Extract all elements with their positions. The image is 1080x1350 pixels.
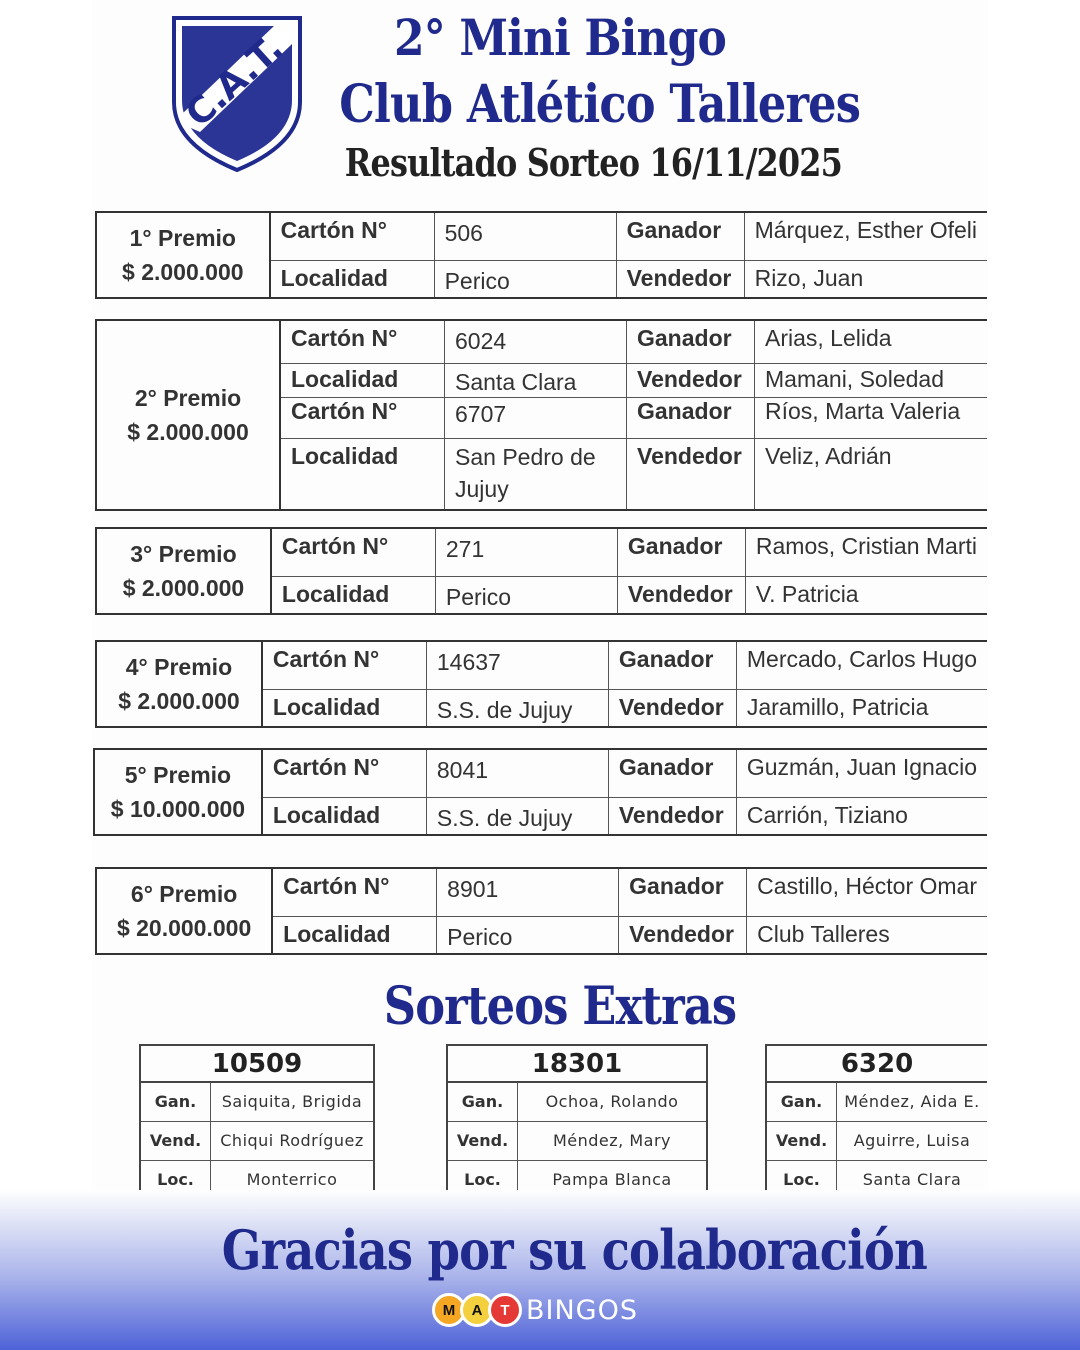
table-row <box>263 750 987 798</box>
localidad-value: Perico <box>435 261 617 297</box>
carton-label: Cartón N° <box>271 213 435 260</box>
page-title: 2° Mini Bingo <box>394 8 726 67</box>
prize-name: 1° Premio <box>129 225 236 251</box>
vend-value: Méndez, Mary <box>552 1131 671 1150</box>
vendedor-label: Vendedor <box>619 917 747 953</box>
table-row <box>263 642 987 690</box>
vendedor-label: Vendedor <box>609 690 737 726</box>
ganador-label: Ganador <box>609 750 737 797</box>
table-row <box>273 917 987 953</box>
table-row <box>281 321 987 364</box>
table-row <box>281 439 987 509</box>
loc-label: Loc. <box>767 1161 837 1200</box>
vendedor-value: V. Patricia <box>755 581 859 607</box>
localidad-value: S.S. de Jujuy <box>427 690 609 726</box>
draw-subtitle: Resultado Sorteo 16/11/2025 <box>344 140 843 185</box>
vend-value: Chiqui Rodríguez <box>220 1131 364 1150</box>
prize-label <box>95 750 263 834</box>
prize-name: 5° Premio <box>124 762 232 788</box>
prize-name: 4° Premio <box>125 654 233 680</box>
localidad-value: San Pedro de Jujuy <box>445 439 627 509</box>
vendedor-label: Vendedor <box>618 577 746 613</box>
prize-amount: $ 10.000.000 <box>110 796 246 822</box>
loc-value: Monterrico <box>246 1170 338 1189</box>
prize-table-3 <box>95 527 987 615</box>
table-row <box>271 213 987 261</box>
vendedor-value: Jaramillo, Patricia <box>746 694 929 720</box>
extra-draw-table-2 <box>446 1044 708 1199</box>
extra-number: 10509 <box>141 1046 373 1083</box>
ganador-label: Ganador <box>619 869 747 916</box>
vendedor-value: Carrión, Tiziano <box>746 802 908 828</box>
table-row <box>767 1122 987 1161</box>
prize-table-2 <box>95 319 987 511</box>
gan-value: Saiquita, Brigida <box>221 1092 363 1111</box>
extra-draw-table-3 <box>765 1044 987 1199</box>
table-row <box>281 364 987 398</box>
prize-table-5 <box>93 748 987 836</box>
extra-number: 18301 <box>448 1046 706 1083</box>
prize-table-1 <box>95 211 987 299</box>
table-row <box>271 261 987 297</box>
localidad-label: Localidad <box>271 261 435 297</box>
club-name: Club Atlético Talleres <box>339 74 861 135</box>
extra-draw-table-1 <box>139 1044 375 1199</box>
gan-value: Méndez, Aida E. <box>844 1092 980 1111</box>
ganador-label: Ganador <box>627 398 755 438</box>
localidad-label: Localidad <box>263 690 427 726</box>
ganador-value: Ramos, Cristian Marti <box>755 533 977 559</box>
ganador-value: Guzmán, Juan Ignacio <box>746 754 977 780</box>
localidad-value: Perico <box>436 577 618 613</box>
carton-value: 6707 <box>445 398 627 438</box>
thanks-message: Gracias por su colaboración <box>221 1218 927 1282</box>
ganador-label: Ganador <box>609 642 737 689</box>
ganador-value: Márquez, Esther Ofeli <box>754 217 977 243</box>
brand-ball-m: M <box>432 1293 466 1327</box>
prize-amount: $ 2.000.000 <box>122 575 245 601</box>
prize-amount: $ 2.000.000 <box>118 688 240 714</box>
brand-ball-t: T <box>488 1293 522 1327</box>
ganador-value: Arias, Lelida <box>765 325 892 351</box>
ganador-value: Mercado, Carlos Hugo <box>746 646 977 672</box>
carton-value: 271 <box>436 529 618 576</box>
vendedor-value: Club Talleres <box>757 921 890 947</box>
vendedor-label: Vendedor <box>627 364 755 397</box>
gan-label: Gan. <box>448 1083 518 1121</box>
carton-value: 6024 <box>445 321 627 363</box>
vendedor-value: Mamani, Soledad <box>765 365 944 392</box>
prize-amount: $ 2.000.000 <box>127 419 249 445</box>
brand-word: BINGOS <box>526 1294 638 1326</box>
prize-label <box>97 642 263 726</box>
ganador-label: Ganador <box>617 213 745 260</box>
prize-amount: $ 20.000.000 <box>116 915 252 941</box>
brand-ball-a: A <box>460 1293 494 1327</box>
prize-label <box>97 321 281 509</box>
extra-number: 6320 <box>767 1046 987 1083</box>
vendedor-label: Vendedor <box>627 439 755 509</box>
table-row <box>281 398 987 439</box>
carton-label: Cartón N° <box>273 869 437 916</box>
prize-label <box>97 529 272 613</box>
brand-logo <box>432 1290 638 1330</box>
loc-value: Pampa Blanca <box>552 1170 672 1189</box>
localidad-label: Localidad <box>272 577 436 613</box>
table-row <box>448 1122 706 1161</box>
prize-label <box>97 869 273 953</box>
carton-label: Cartón N° <box>281 398 445 438</box>
vend-label: Vend. <box>767 1122 837 1160</box>
carton-label: Cartón N° <box>272 529 436 576</box>
localidad-label: Localidad <box>263 798 427 834</box>
vend-label: Vend. <box>448 1122 518 1160</box>
gan-label: Gan. <box>141 1083 211 1121</box>
gan-value: Ochoa, Rolando <box>545 1092 679 1111</box>
carton-value: 506 <box>435 213 617 260</box>
localidad-label: Localidad <box>281 439 445 509</box>
table-row <box>273 869 987 917</box>
carton-value: 8901 <box>437 869 619 916</box>
club-shield-logo <box>170 14 304 174</box>
vendedor-value: Veliz, Adrián <box>765 443 892 469</box>
carton-value: 8041 <box>427 750 609 797</box>
prize-name: 2° Premio <box>134 385 242 411</box>
table-row <box>272 577 987 613</box>
prize-table-6 <box>95 867 987 955</box>
localidad-label: Localidad <box>281 364 445 397</box>
table-row <box>272 529 987 577</box>
localidad-label: Localidad <box>273 917 437 953</box>
localidad-value: S.S. de Jujuy <box>427 798 609 834</box>
logo-text: C.A.T. <box>178 27 292 136</box>
prize-name: 6° Premio <box>130 881 238 907</box>
vendedor-label: Vendedor <box>617 261 745 297</box>
loc-label: Loc. <box>448 1161 518 1200</box>
prize-name: 3° Premio <box>130 541 237 567</box>
prize-table-4 <box>95 640 987 728</box>
ganador-label: Ganador <box>618 529 746 576</box>
carton-label: Cartón N° <box>263 750 427 797</box>
carton-label: Cartón N° <box>263 642 427 689</box>
vendedor-label: Vendedor <box>609 798 737 834</box>
table-row <box>263 690 987 726</box>
table-row <box>141 1083 373 1122</box>
ganador-label: Ganador <box>627 321 755 363</box>
vend-value: Aguirre, Luisa <box>853 1131 971 1150</box>
vend-label: Vend. <box>141 1122 211 1160</box>
loc-value: Santa Clara <box>862 1170 962 1189</box>
ganador-value: Ríos, Marta Valeria <box>765 397 961 424</box>
table-row <box>263 798 987 834</box>
carton-value: 14637 <box>427 642 609 689</box>
table-row <box>141 1122 373 1161</box>
localidad-value: Perico <box>437 917 619 953</box>
gan-label: Gan. <box>767 1083 837 1121</box>
prize-amount: $ 2.000.000 <box>122 259 244 285</box>
extras-title: Sorteos Extras <box>383 976 737 1037</box>
vendedor-value: Rizo, Juan <box>754 265 864 291</box>
carton-label: Cartón N° <box>281 321 445 363</box>
localidad-value: Santa Clara <box>445 364 627 397</box>
ganador-value: Castillo, Héctor Omar <box>757 873 977 899</box>
loc-label: Loc. <box>141 1161 211 1200</box>
prize-label <box>97 213 271 297</box>
table-row <box>448 1083 706 1122</box>
table-row <box>767 1083 987 1122</box>
